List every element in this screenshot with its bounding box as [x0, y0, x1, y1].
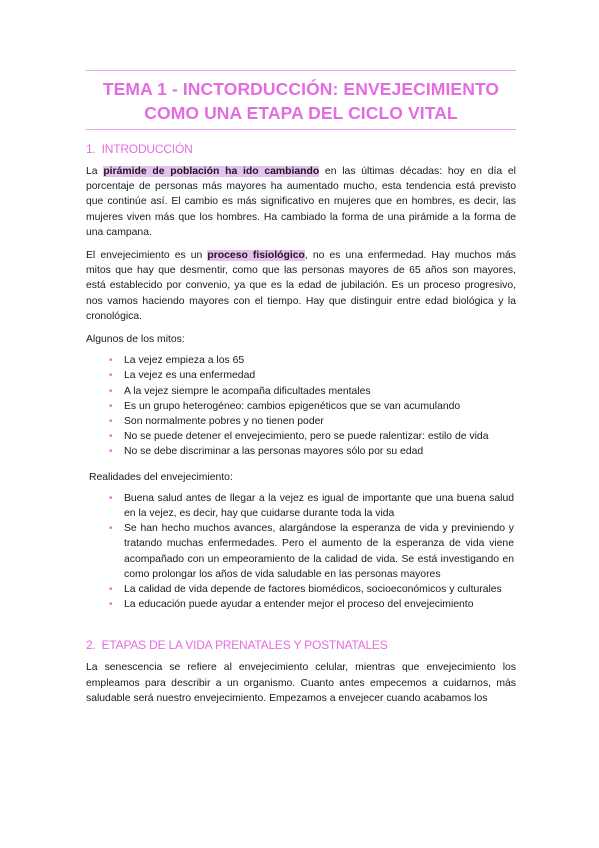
bullet-icon: •	[109, 370, 113, 382]
myths-intro: Algunos de los mitos:	[86, 334, 185, 346]
section-2-heading	[86, 638, 516, 652]
section-1-paragraph-1	[86, 164, 516, 240]
reality-text: Buena salud antes de llegar a la vejez es igual de importante que una buena salud en la vejez, es decir, hay que cuidarse durante toda la vida	[124, 492, 514, 520]
list-item	[109, 429, 516, 444]
myth-text: La vejez empieza a los 65	[124, 355, 245, 367]
section-2-number: 2.	[86, 638, 96, 653]
bullet-icon: •	[109, 431, 113, 443]
myth-text: No se puede detener el envejecimiento, pero se puede ralentizar: estilo de vida	[124, 431, 489, 443]
list-item	[109, 353, 516, 368]
title-bottom-rule	[86, 129, 516, 130]
p1-rest: en las últimas décadas: hoy en día el porcentaje de personas más mayores ha aumentado mucho, esta tendencia está previsto que continúe así. El cambio es más significativo en mujeres que en hombres, es decir, las mujeres viven más que los hombres. Ha cambiado la forma de una pirámide a la forma de una campana.	[86, 166, 516, 238]
title-line-2: COMO UNA ETAPA DEL CICLO VITAL	[144, 103, 458, 123]
myth-text: Son normalmente pobres y no tienen poder	[124, 416, 324, 428]
list-item	[109, 384, 516, 399]
list-item	[109, 399, 516, 414]
bullet-icon: •	[109, 523, 113, 535]
bullet-icon: •	[109, 584, 113, 596]
realities-list	[86, 491, 516, 613]
p1-highlight: pirámide de población ha ido cambiando	[103, 166, 320, 177]
p2-highlight: proceso fisiológico	[207, 250, 305, 262]
document-page	[86, 0, 516, 714]
list-item	[109, 368, 516, 383]
bullet-icon: •	[109, 446, 113, 458]
section-1-paragraph-2	[86, 248, 516, 324]
title-top-rule	[86, 70, 516, 71]
bullet-icon: •	[109, 492, 113, 504]
bullet-icon: •	[109, 599, 113, 611]
document-title	[86, 77, 516, 125]
myth-text: No se debe discriminar a las personas mayores sólo por su edad	[124, 446, 424, 458]
title-line-1: TEMA 1 - INCTORDUCCIÓN: ENVEJECIMIENTO	[102, 79, 500, 99]
p2-prefix: El envejecimiento es un	[86, 250, 208, 262]
section-2-paragraph-1: La senescencia se refiere al envejecimiento celular, mientras que envejecimiento los empleamos para describir a un organismo. Cuanto antes empecemos a cuidarnos, más saludable será nuestro envejecimiento. Empezamos a envejecer cuando acabamos los	[86, 662, 516, 704]
reality-text: La educación puede ayudar a entender mejor el proceso del envejecimiento	[124, 599, 474, 611]
myth-text: La vejez es una enfermedad	[124, 370, 256, 382]
section-1-number: 1.	[86, 142, 96, 156]
realities-intro: Realidades del envejecimiento:	[89, 471, 233, 483]
list-item	[109, 444, 516, 459]
reality-text: Se han hecho muchos avances, alargándose la esperanza de vida y previniendo y tratando muchas enfermedades. Pero el aumento de la esperanza de vida viene acompañado con un empeoramiento de la calidad de vida. Se está investigando en como prolongar los años de vida saludable en las personas mayores	[124, 523, 514, 580]
list-item	[109, 414, 516, 429]
myth-text: A la vejez siempre le acompaña dificultades mentales	[124, 385, 371, 397]
section-1-title: INTRODUCCIÓN	[101, 142, 193, 156]
list-item	[109, 597, 516, 612]
list-item	[109, 521, 516, 582]
reality-text: La calidad de vida depende de factores biomédicos, socioeconómicos y culturales	[124, 584, 502, 596]
p2-rest: , no es una enfermedad. Hay muchos más mitos que hay que desmentir, como que las personas mayores de 65 años son mayores, está establecido por convenio, ya que es la edad de jubilación. Es un proceso progresivo, nos vamos haciendo mayores con el tiempo. Hay que distinguir entre edad biológica y la cronológica.	[86, 250, 516, 322]
section-1-heading	[86, 142, 516, 156]
p1-prefix: La	[86, 166, 104, 177]
list-item	[109, 491, 516, 521]
bullet-icon: •	[109, 416, 113, 428]
myth-text: Es un grupo heterogéneo: cambios epigenéticos que se van acumulando	[124, 400, 461, 412]
list-item	[109, 582, 516, 597]
bullet-icon: •	[109, 400, 113, 412]
myths-list	[86, 353, 516, 459]
section-2-title: ETAPAS DE LA VIDA PRENATALES Y POSTNATALES	[101, 638, 388, 653]
bullet-icon: •	[109, 355, 113, 367]
bullet-icon: •	[109, 385, 113, 397]
